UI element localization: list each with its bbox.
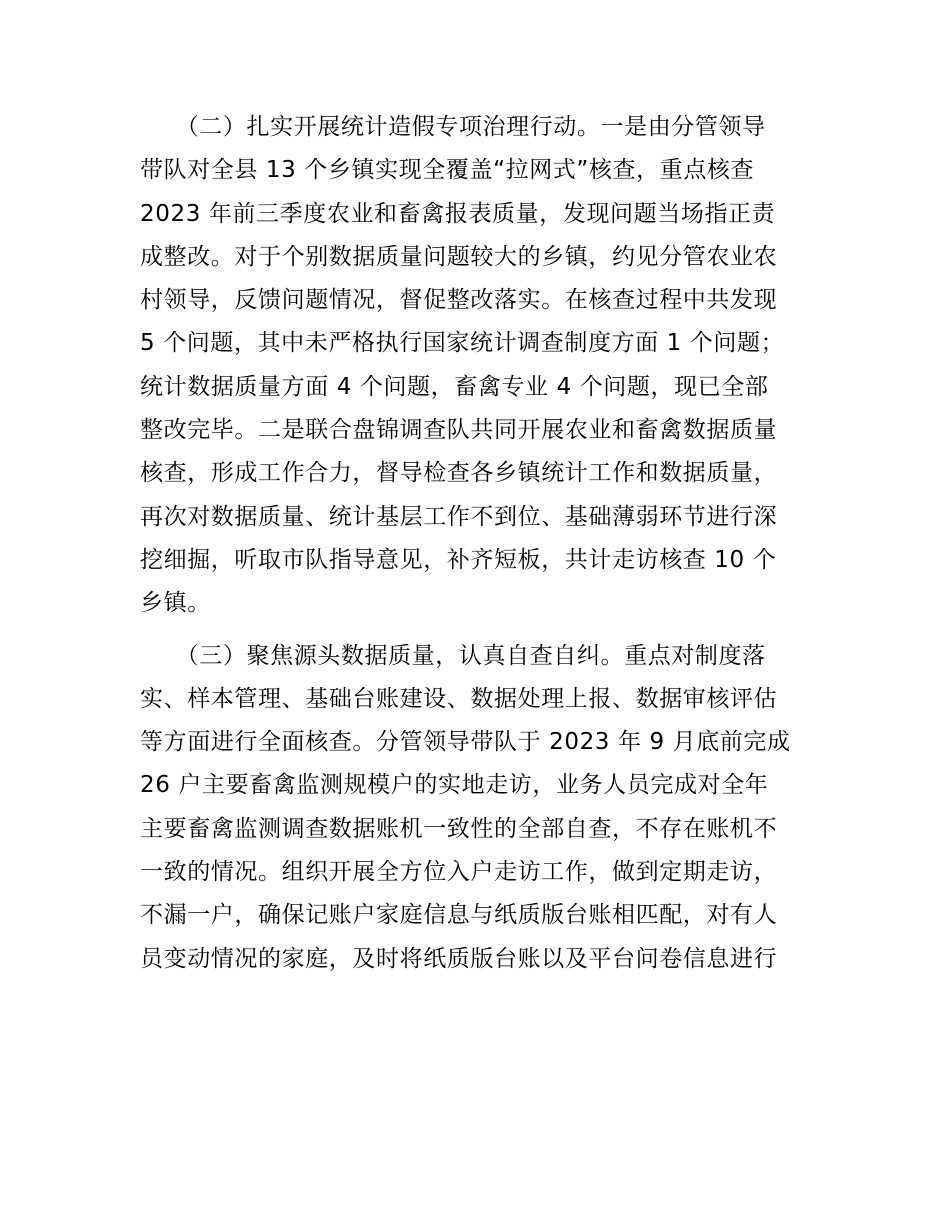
document-body — [140, 106, 812, 981]
text-line: 成整改。对于个别数据质量问题较大的乡镇，约见分管农业农 — [140, 243, 778, 270]
text-line: 整改完毕。二是联合盘锦调查队共同开展农业和畜禽数据质量 — [140, 417, 778, 444]
text-line: 一致的情况。组织开展全方位入户走访工作，做到定期走访， — [140, 859, 778, 886]
text-line: 带队对全县 13 个乡镇实现全覆盖“拉网式”核查，重点核查 — [140, 157, 755, 184]
text-line: 2023 年前三季度农业和畜禽报表质量，发现问题当场指正责 — [140, 200, 776, 227]
text-line: 26 户主要畜禽监测规模户的实地走访，业务人员完成对全年 — [140, 772, 769, 799]
text-line: 村领导，反馈问题情况，督促整改落实。在核查过程中共发现 — [140, 287, 778, 314]
text-line: 挖细掘，听取市队指导意见，补齐短板，共计走访核查 10 个 — [140, 546, 777, 573]
text-line: 5 个问题，其中未严格执行国家统计调查制度方面 1 个问题； — [140, 330, 785, 357]
paragraph-section-2 — [140, 106, 812, 626]
paragraph-section-3 — [140, 635, 812, 981]
text-line: 等方面进行全面核查。分管领导带队于 2023 年 9 月底前完成 — [140, 729, 791, 756]
text-line: （二）扎实开展统计造假专项治理行动。一是由分管领导 — [140, 114, 766, 140]
text-line: 核查，形成工作合力，督导检查各乡镇统计工作和数据质量， — [140, 460, 778, 487]
text-line: 统计数据质量方面 4 个问题，畜禽专业 4 个问题，现已全部 — [140, 373, 769, 400]
text-line: 员变动情况的家庭，及时将纸质版台账以及平台问卷信息进行 — [140, 945, 778, 972]
text-line: 主要畜禽监测调查数据账机一致性的全部自查，不存在账机不 — [140, 815, 778, 842]
text-line: 实、样本管理、基础台账建设、数据处理上报、数据审核评估 — [140, 685, 778, 712]
text-line: （三）聚焦源头数据质量，认真自查自纠。重点对制度落 — [140, 642, 766, 669]
text-line: 乡镇。 — [140, 590, 211, 617]
text-line: 再次对数据质量、统计基层工作不到位、基础薄弱环节进行深 — [140, 503, 778, 530]
text-line: 不漏一户，确保记账户家庭信息与纸质版台账相匹配，对有人 — [140, 902, 778, 929]
